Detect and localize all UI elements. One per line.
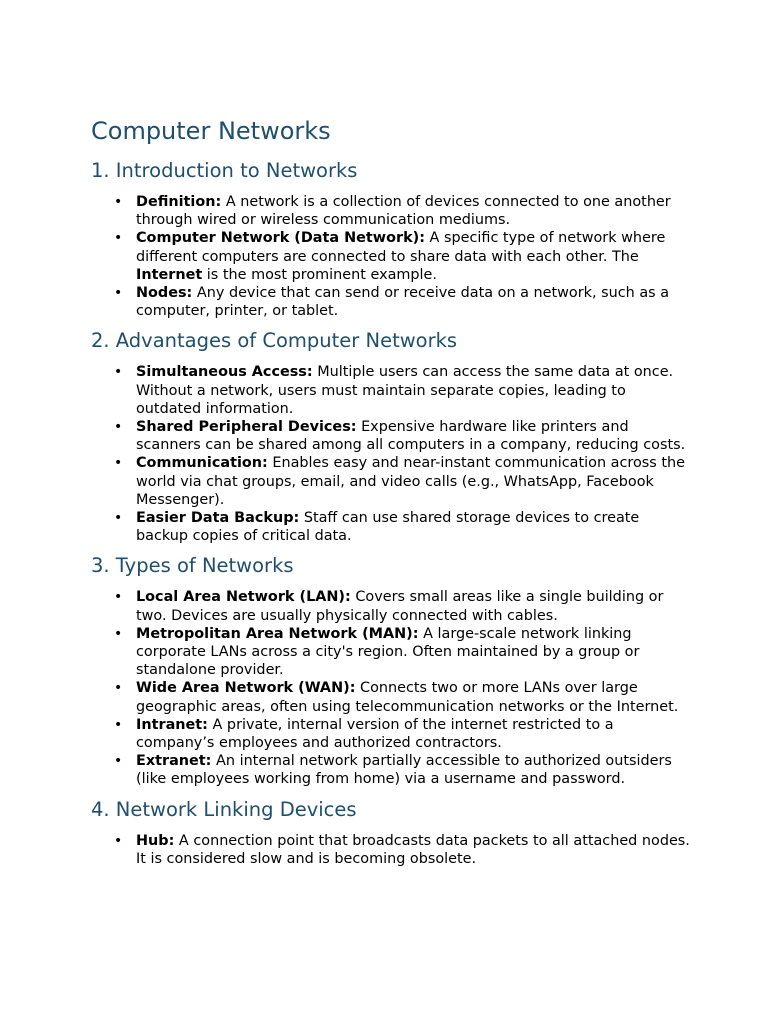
document-body xyxy=(91,114,691,874)
bullet-list-types xyxy=(91,588,691,788)
item-text: Expensive hardware like printers and scanners can be shared among all computers in a company, reducing costs. xyxy=(136,419,686,454)
item-text: is the most prominent example. xyxy=(202,266,437,283)
list-item xyxy=(136,193,691,229)
section-heading-advantages: 2. Advantages of Computer Networks xyxy=(91,329,458,353)
list-item xyxy=(136,588,691,624)
list-item xyxy=(136,229,691,284)
item-text: A large-scale network linking corporate LANs across a city's region. Often maintained by a group or standalone provider. xyxy=(136,625,640,679)
list-item xyxy=(136,418,691,454)
item-text: A private, internal version of the internet restricted to a company’s employees and authorized contractors. xyxy=(136,716,614,752)
item-term: Definition: xyxy=(136,194,222,210)
item-text: Any device that can send or receive data on a network, such as a computer, printer, or tablet. xyxy=(136,285,670,320)
bullet-list-advantages xyxy=(91,363,691,545)
bullet-list-introduction xyxy=(91,193,691,320)
list-item xyxy=(136,625,691,680)
item-emphasis: Internet xyxy=(136,266,203,283)
list-item xyxy=(136,832,691,868)
item-term: Extranet: xyxy=(136,753,212,770)
item-term: Local Area Network (LAN): xyxy=(136,589,351,606)
list-item xyxy=(136,716,691,752)
bullet-list-linking-devices xyxy=(91,832,691,868)
list-item xyxy=(136,509,691,545)
item-text: Covers small areas like a single building or two. Devices are usually physically connected with cables. xyxy=(136,589,664,624)
list-item xyxy=(136,284,691,320)
item-term: Metropolitan Area Network (MAN): xyxy=(136,625,419,642)
item-text: Multiple users can access the same data at once. Without a network, users must maintain separate copies, leading to outdated information. xyxy=(136,364,674,417)
item-text: Enables easy and near-instant communication across the world via chat groups, email, and video calls (e.g., WhatsApp, Facebook Messenger). xyxy=(136,455,685,508)
section-heading-introduction: 1. Introduction to Networks xyxy=(91,159,358,182)
list-item xyxy=(136,454,691,509)
item-text: A connection point that broadcasts data packets to all attached nodes. It is considered slow and is becoming obsolete. xyxy=(136,832,690,867)
item-text: Staff can use shared storage devices to create backup copies of critical data. xyxy=(136,510,640,545)
item-text: A specific type of network where different computers are connected to share data with each other. The xyxy=(136,230,666,265)
item-text: An internal network partially accessible to authorized outsiders (like employees working from home) via a username and password. xyxy=(136,753,672,788)
list-item xyxy=(136,363,691,418)
section-heading-types: 3. Types of Networks xyxy=(91,554,294,578)
item-term: Communication: xyxy=(136,455,268,472)
item-term: Nodes: xyxy=(136,285,193,302)
item-term: Wide Area Network (WAN): xyxy=(136,680,356,697)
list-item xyxy=(136,679,691,715)
item-text: A network is a collection of devices connected to one another through wired or wireless communication mediums. xyxy=(136,194,671,229)
section-heading-linking-devices: 4. Network Linking Devices xyxy=(91,797,357,821)
item-term: Simultaneous Access: xyxy=(136,364,313,381)
list-item xyxy=(136,752,691,788)
item-text: Connects two or more LANs over large geographic areas, often using telecommunication networks or the Internet. xyxy=(136,680,679,715)
item-term: Hub: xyxy=(136,832,175,849)
item-term: Computer Network (Data Network): xyxy=(136,230,425,247)
item-term: Shared Peripheral Devices: xyxy=(136,419,357,436)
item-term: Easier Data Backup: xyxy=(136,510,300,527)
document-title: Computer Networks xyxy=(91,117,331,145)
item-term: Intranet: xyxy=(136,716,208,733)
